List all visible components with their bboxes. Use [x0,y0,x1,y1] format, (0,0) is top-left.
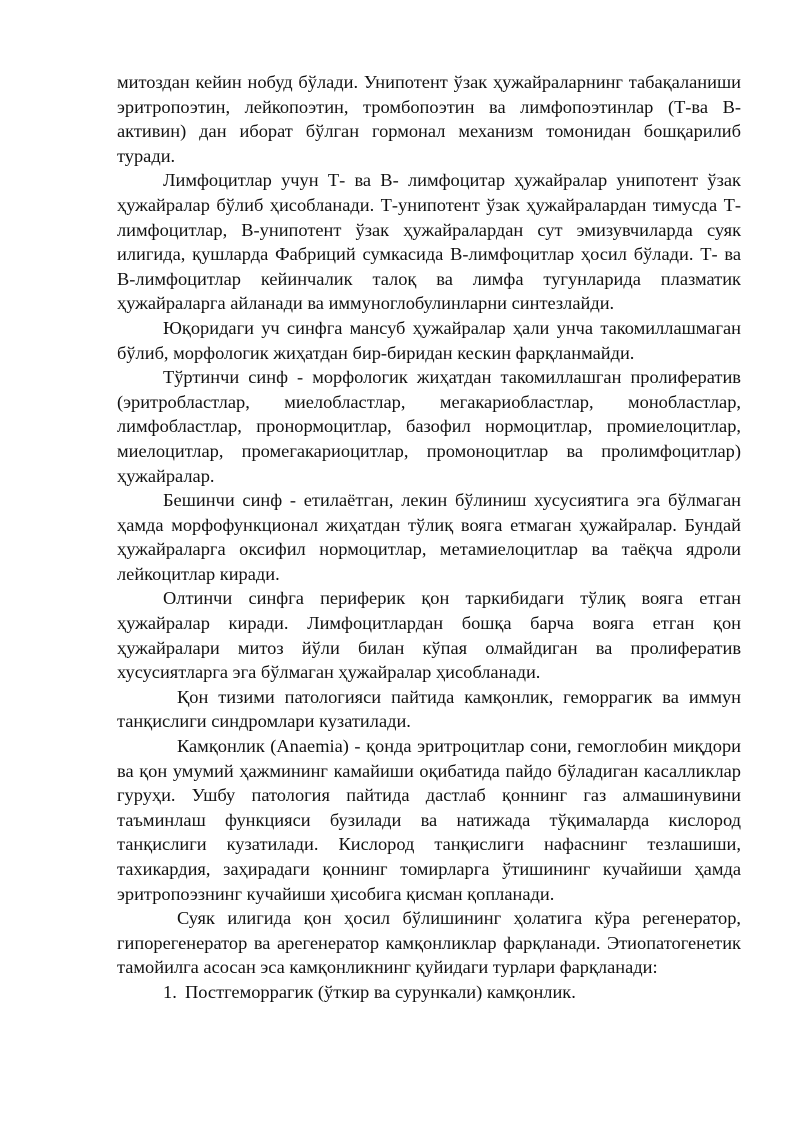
paragraph-lymphocytes: Лимфоцитлар учун Т- ва В- лимфоцитар ҳужайралар унипотент ўзак ҳужайралар бўлиб ҳисобланади. Т-унипотент ўзак ҳужайралардан тимусда Т-лимфоцитлар, В-унипотент ўзак ҳужайралардан сут эмизувчиларда суяк илигида, қушларда Фабриций сумкасида В-лимфоцитлар ҳосил бўлади. Т- ва В-лимфоцитлар кейинчалик талоқ ва лимфа тугунларида плазматик ҳужайраларга айланади ва иммуноглобулинларни синтезлайди. [117,170,741,314]
list-item-number: 1. [163,981,177,1002]
paragraph-fourth-class: Тўртинчи синф - морфологик жиҳатдан такомиллашган пролифератив (эритробластлар, миелобластлар, мегакариобластлар, монобластлар, лимфобластлар, пронормоцитлар, базофил нормоцитлар, промиелоцитлар, миелоцитлар, промегакариоцитлар, промоноцитлар ва пролимфоцитлар) ҳужайралар. [117,367,741,486]
paragraph-sixth-class: Олтинчи синфга периферик қон таркибидаги тўлиқ вояга етган ҳужайралар киради. Лимфоцитлардан бошқа барча вояга етган қон ҳужайралари митоз йўли билан кўпая олмайдиган ва пролифератив хусусиятларга эга бўлмаган ҳужайралар ҳисобланади. [117,588,741,683]
list-item [117,980,741,1005]
paragraph-fifth-class: Бешинчи синф - етилаётган, лекин бўлиниш хусусиятига эга бўлмаган ҳамда морфофункционал жиҳатдан тўлиқ вояга етмаган ҳужайралар. Бундай ҳужайраларга оксифил нормоцитлар, метамиелоцитлар ва таёқча ядроли лейкоцитлар киради. [117,490,741,584]
paragraph-anaemia: Камқонлик (Anaemia) - қонда эритроцитлар сони, гемоглобин миқдори ва қон умумий ҳажмининг камайиши оқибатида пайдо бўладиган касалликлар гуруҳи. Ушбу патология пайтида дастлаб қоннинг газ алмашинувини таъминлаш функцияси бузилади ва натижада тўқималарда кислород танқислиги кузатилади. Кислород танқислиги нафаснинг тезлашиши, тахикардия, заҳирадаги қоннинг томирларга ўтишининг кучайиши ҳамда эритропоэзнинг кучайиши ҳисобига қисман қопланади. [117,736,741,904]
document-body [117,70,741,1005]
list-item-text: Постгеморрагик (ўткир ва сурункали) камқонлик. [185,981,576,1002]
paragraph-continuation: митоздан кейин нобуд бўлади. Унипотент ўзак ҳужайраларнинг табақаланиши эритропоэтин, лейкопоэтин, тромбопоэтин ва лимфопоэтинлар (Т-ва В-активин) дан иборат бўлган гормонал механизм томонидан бошқарилиб туради. [117,72,741,166]
paragraph-three-classes: Юқоридаги уч синфга мансуб ҳужайралар ҳали унча такомиллашмаган бўлиб, морфологик жиҳатдан бир-биридан кескин фарқланмайди. [117,317,741,363]
paragraph-bone-marrow: Суяк илигида қон ҳосил бўлишининг ҳолатига кўра регенератор, гипорегенератор ва арегенератор камқонликлар фарқланади. Этиопатогенетик тамойилга асосан эса камқонликнинг қуйидаги турлари фарқланади: [117,908,741,978]
paragraph-pathology: Қон тизими патологияси пайтида камқонлик, геморрагик ва иммун танқислиги синдромлари кузатилади. [117,686,741,732]
